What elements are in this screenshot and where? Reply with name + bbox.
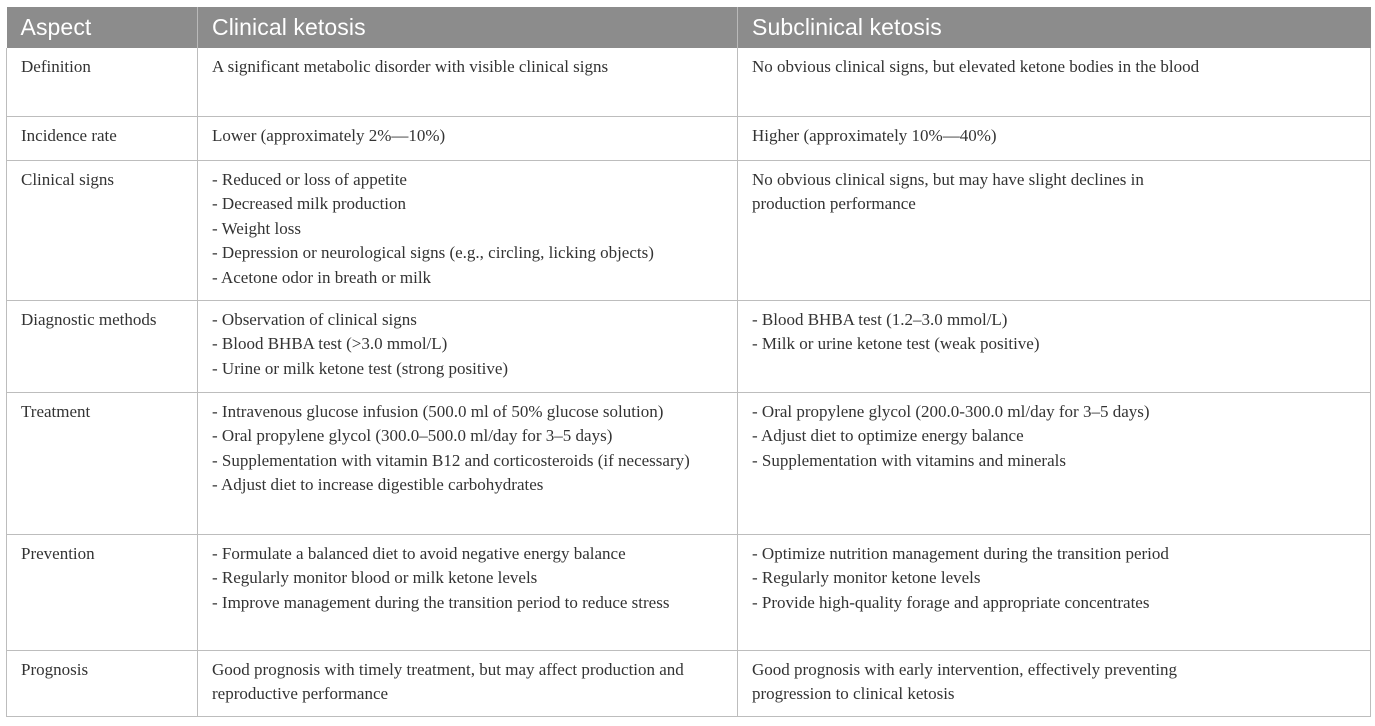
header-aspect: Aspect <box>7 7 198 48</box>
clinical-cell <box>198 160 738 300</box>
header-row <box>7 7 1371 48</box>
clinical-line: - Acetone odor in breath or milk <box>212 267 432 287</box>
table-row <box>7 300 1371 392</box>
clinical-cell <box>198 48 738 116</box>
table-row <box>7 160 1371 300</box>
clinical-line: - Intravenous glucose infusion (500.0 ml of 50% glucose solution) <box>212 401 664 421</box>
clinical-line: - Observation of clinical signs <box>212 309 417 329</box>
clinical-line: - Regularly monitor blood or milk ketone levels <box>212 568 538 588</box>
clinical-line: - Oral propylene glycol (300.0–500.0 ml/day for 3–5 days) <box>212 426 613 446</box>
subclinical-cell <box>738 650 1371 716</box>
clinical-cell <box>198 392 738 534</box>
clinical-cell <box>198 116 738 160</box>
subclinical-cell <box>738 392 1371 534</box>
clinical-line: - Decreased milk production <box>212 194 407 214</box>
table-body <box>7 48 1371 716</box>
aspect-cell: Incidence rate <box>7 116 198 160</box>
subclinical-line: - Blood BHBA test (1.2–3.0 mmol/L) <box>752 309 1008 329</box>
subclinical-cell <box>738 300 1371 392</box>
table-row <box>7 392 1371 534</box>
subclinical-cell <box>738 160 1371 300</box>
clinical-line: Lower (approximately 2%—10%) <box>212 125 446 145</box>
subclinical-cell <box>738 48 1371 116</box>
subclinical-line: - Supplementation with vitamins and minerals <box>752 450 1066 470</box>
aspect-cell: Prevention <box>7 534 198 650</box>
subclinical-line: - Provide high-quality forage and appropriate concentrates <box>752 592 1150 612</box>
aspect-cell: Clinical signs <box>7 160 198 300</box>
table-row <box>7 116 1371 160</box>
subclinical-cell <box>738 534 1371 650</box>
subclinical-line: - Regularly monitor ketone levels <box>752 568 981 588</box>
subclinical-line: No obvious clinical signs, but elevated ketone bodies in the blood <box>752 57 1200 76</box>
clinical-cell <box>198 650 738 716</box>
clinical-line: Good prognosis with timely treatment, but may affect production and reproductive performance <box>212 659 684 704</box>
clinical-line: - Depression or neurological signs (e.g., circling, licking objects) <box>212 243 654 263</box>
subclinical-line: - Oral propylene glycol (200.0-300.0 ml/day for 3–5 days) <box>752 401 1150 421</box>
clinical-line: - Reduced or loss of appetite <box>212 169 407 189</box>
comparison-table <box>6 7 1371 717</box>
aspect-cell: Prognosis <box>7 650 198 716</box>
table-row <box>7 534 1371 650</box>
table-row <box>7 650 1371 716</box>
subclinical-line: - Optimize nutrition management during the transition period <box>752 543 1169 563</box>
clinical-line: - Improve management during the transition period to reduce stress <box>212 592 670 612</box>
clinical-cell <box>198 534 738 650</box>
clinical-line: - Weight loss <box>212 218 301 238</box>
clinical-line: - Adjust diet to increase digestible carbohydrates <box>212 475 544 495</box>
clinical-line: - Supplementation with vitamin B12 and corticosteroids (if necessary) <box>212 450 690 470</box>
subclinical-line: No obvious clinical signs, but may have slight declines in production performance <box>752 169 1144 214</box>
aspect-cell: Treatment <box>7 392 198 534</box>
clinical-line: - Blood BHBA test (>3.0 mmol/L) <box>212 334 448 354</box>
subclinical-line: - Milk or urine ketone test (weak positive) <box>752 334 1040 354</box>
table-header <box>7 7 1371 48</box>
header-clinical-ketosis: Clinical ketosis <box>198 7 738 48</box>
clinical-cell <box>198 300 738 392</box>
clinical-line: A significant metabolic disorder with visible clinical signs <box>212 57 609 76</box>
aspect-cell: Diagnostic methods <box>7 300 198 392</box>
clinical-line: - Urine or milk ketone test (strong positive) <box>212 358 509 378</box>
table-row <box>7 48 1371 116</box>
subclinical-line: Good prognosis with early intervention, effectively preventing progression to clinical ketosis <box>752 659 1178 704</box>
header-subclinical-ketosis: Subclinical ketosis <box>738 7 1371 48</box>
subclinical-cell <box>738 116 1371 160</box>
aspect-cell: Definition <box>7 48 198 116</box>
subclinical-line: Higher (approximately 10%—40%) <box>752 125 997 145</box>
clinical-line: - Formulate a balanced diet to avoid negative energy balance <box>212 543 626 563</box>
subclinical-line: - Adjust diet to optimize energy balance <box>752 426 1024 446</box>
